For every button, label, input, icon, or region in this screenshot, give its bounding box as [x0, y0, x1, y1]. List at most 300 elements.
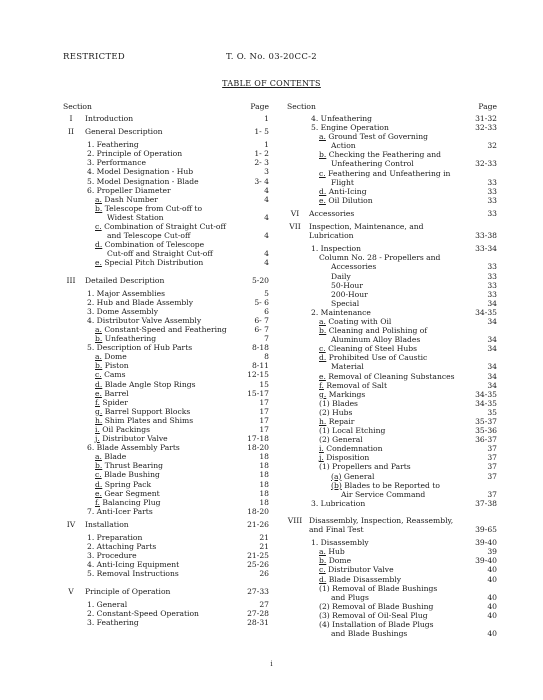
- entry-marker: 4.: [87, 167, 95, 177]
- entry-text: Cams: [104, 370, 126, 380]
- entry-text: Distributor Valve: [102, 434, 168, 444]
- entry-page: 4: [264, 231, 269, 241]
- entry-marker: 3.: [87, 158, 95, 168]
- entry-page: 37: [487, 444, 497, 454]
- entry-title: [287, 602, 461, 611]
- entry-text: Condemnation: [326, 444, 383, 454]
- entry-text: Distributor Valve Assembly: [96, 315, 202, 325]
- entry-title: [63, 380, 233, 389]
- toc-entry: [63, 307, 269, 316]
- entry-page: 18-20: [247, 443, 269, 453]
- entry-title: [63, 407, 233, 416]
- entry-marker: a.: [319, 316, 326, 326]
- column-header: [287, 102, 497, 114]
- entry-text: (3) Removal of Oil-Seal Plug: [319, 610, 428, 620]
- entry-page: 33: [487, 186, 497, 196]
- toc-entry: [63, 213, 269, 222]
- entry-page: 1: [264, 140, 269, 150]
- entry-title: [63, 587, 233, 596]
- entry-title: [287, 290, 461, 299]
- entry-title: [287, 565, 461, 574]
- entry-page: 21-25: [247, 551, 269, 561]
- toc-entry: [287, 399, 497, 408]
- entry-page: 18: [259, 488, 269, 498]
- entry-page: 18: [259, 479, 269, 489]
- toc-entry: [63, 127, 269, 136]
- entry-text: Material: [331, 362, 364, 372]
- entry-page: 33: [487, 177, 497, 187]
- entry-marker: h.: [95, 415, 103, 425]
- entry-marker: 3.: [87, 617, 95, 627]
- entry-title: [287, 253, 461, 262]
- entry-marker: 2.: [87, 608, 95, 618]
- entry-text: Air Service Command: [341, 489, 426, 499]
- entry-marker: a.: [95, 352, 102, 362]
- entry-marker: i.: [319, 444, 324, 454]
- entry-text: Barrel Support Blocks: [104, 406, 191, 416]
- toc-entry: [63, 416, 269, 425]
- entry-page: 17: [259, 397, 269, 407]
- entry-marker: c.: [95, 370, 102, 380]
- entry-title: [63, 389, 233, 398]
- entry-page: 36-37: [475, 435, 497, 445]
- entry-title: [63, 560, 233, 569]
- toc-entry: [287, 335, 497, 344]
- entry-title: [287, 169, 461, 178]
- entry-text: Dome: [104, 352, 127, 362]
- entry-title: [63, 600, 233, 609]
- entry-marker: 2.: [87, 297, 95, 307]
- toc-entry: [287, 196, 497, 205]
- entry-marker: 1.: [311, 244, 319, 254]
- entry-marker: a.: [319, 547, 326, 557]
- entry-page: 39: [487, 547, 497, 557]
- page-title: TABLE OF CONTENTS: [222, 79, 321, 88]
- entry-text: Oil Packings: [102, 425, 150, 434]
- entry-title: [287, 620, 461, 629]
- toc-column-left: [63, 102, 269, 627]
- toc-entry: [287, 593, 497, 602]
- entry-title: [287, 516, 461, 525]
- entry-page: 39-65: [475, 525, 497, 535]
- entry-title: [287, 308, 461, 317]
- entry-text: (1) Local Etching: [319, 426, 386, 436]
- entry-page: 34: [487, 316, 497, 326]
- entry-title: [63, 325, 233, 334]
- entry-title: [287, 629, 461, 638]
- toc-entries-right: [287, 114, 497, 638]
- entry-page: 32-33: [475, 123, 497, 133]
- entry-title: [63, 249, 233, 258]
- entry-title: [287, 499, 461, 508]
- entry-page: 4: [264, 258, 269, 268]
- toc-entry: [287, 538, 497, 547]
- entry-text: Ground Test of Governing: [328, 132, 428, 142]
- entry-page: 8-11: [251, 361, 269, 371]
- entry-text: Description of Hub Parts: [96, 343, 193, 353]
- entry-text: and Telescope Cut-off: [107, 231, 191, 241]
- toc-entry: [63, 609, 269, 618]
- entry-page: 35-36: [475, 426, 497, 436]
- entry-title: [287, 114, 461, 123]
- entry-marker: 5.: [87, 176, 95, 186]
- section-number: VII: [289, 222, 301, 232]
- entry-text: Anti-Icing: [328, 186, 367, 196]
- entry-text: Daily: [331, 271, 351, 281]
- entry-title: [63, 470, 233, 479]
- entry-marker: (b): [331, 480, 342, 490]
- entry-marker: 2.: [87, 542, 95, 552]
- toc-entry: [287, 620, 497, 629]
- section-number: I: [69, 114, 73, 123]
- toc-entry: [287, 372, 497, 381]
- toc-entry: [63, 434, 269, 443]
- toc-entry: [63, 334, 269, 343]
- entry-page: 3: [264, 167, 269, 177]
- entry-text: Prohibited Use of Caustic: [328, 353, 428, 363]
- entry-title: [287, 490, 461, 499]
- entry-marker: b.: [319, 326, 327, 336]
- entry-page: 8: [264, 352, 269, 362]
- toc-entry: [287, 547, 497, 556]
- entry-title: [63, 316, 233, 325]
- entry-text: Unfeathering: [104, 334, 157, 344]
- toc-entry: [63, 195, 269, 204]
- entry-title: [287, 141, 461, 150]
- entry-text: General Description: [85, 127, 163, 137]
- entry-marker: f.: [319, 380, 324, 390]
- toc-entry: [287, 462, 497, 471]
- entry-page: 18: [259, 497, 269, 507]
- entry-title: [63, 618, 233, 627]
- entry-marker: d.: [319, 353, 327, 363]
- entry-marker: 5.: [87, 343, 95, 353]
- toc-entry: [63, 425, 269, 434]
- entry-title: [63, 298, 233, 307]
- entry-page: 17-18: [247, 434, 269, 444]
- toc-entry: [287, 556, 497, 565]
- toc-entry: [63, 520, 269, 529]
- section-number: III: [66, 275, 76, 285]
- entry-marker: 3.: [311, 498, 319, 508]
- entry-text: Dash Number: [104, 194, 158, 204]
- entry-marker: e.: [95, 488, 102, 498]
- entry-title: [63, 361, 233, 370]
- entry-text: Maintenance: [320, 307, 371, 317]
- entry-page: 34-35: [475, 398, 497, 408]
- entry-text: Cut-off and Straight Cut-off: [107, 249, 213, 259]
- entry-title: [63, 186, 233, 195]
- entry-title: [63, 480, 233, 489]
- entry-text: Removal of Cleaning Substances: [328, 371, 455, 381]
- entry-title: [287, 381, 461, 390]
- toc-entry: [63, 186, 269, 195]
- entry-page: 40: [487, 565, 497, 575]
- entry-marker: 1.: [87, 533, 95, 543]
- entry-marker: b.: [95, 361, 103, 371]
- toc-entry: [287, 209, 497, 218]
- toc-entry: [287, 390, 497, 399]
- toc-entry: [287, 584, 497, 593]
- section-number: IV: [66, 519, 76, 529]
- entry-marker: b.: [95, 203, 103, 213]
- entry-page: 1: [264, 114, 269, 123]
- entry-page: 33: [487, 195, 497, 205]
- entry-text: Feathering and Unfeathering in: [328, 168, 451, 178]
- entry-title: [287, 390, 461, 399]
- entry-title: [63, 507, 233, 516]
- toc-entry: [287, 490, 497, 499]
- toc-entry: [287, 244, 497, 253]
- entry-title: [63, 533, 233, 542]
- entry-text: Introduction: [85, 114, 134, 123]
- entry-title: [287, 222, 461, 231]
- entry-title: [287, 426, 461, 435]
- entry-text: Balancing Plug: [102, 497, 161, 507]
- entry-text: Engine Operation: [320, 123, 389, 133]
- page-number: i: [270, 660, 273, 668]
- entry-text: Principle of Operation: [96, 149, 183, 159]
- toc-entry: [287, 417, 497, 426]
- entry-text: Oil Dilution: [328, 195, 373, 205]
- entry-title: [63, 240, 233, 249]
- toc-entry: [287, 435, 497, 444]
- entry-title: [63, 307, 233, 316]
- toc-entry: [287, 472, 497, 481]
- entry-title: [287, 593, 461, 602]
- entry-text: Disassembly, Inspection, Reassembly,: [309, 515, 454, 525]
- entry-title: [63, 569, 233, 578]
- entry-title: [63, 352, 233, 361]
- entry-marker: f.: [95, 397, 100, 407]
- entry-title: [63, 149, 233, 158]
- entry-title: [63, 140, 233, 149]
- toc-entry: [287, 499, 497, 508]
- entry-text: Lubrication: [320, 498, 366, 508]
- entry-title: [287, 372, 461, 381]
- entry-page: 37-38: [475, 498, 497, 508]
- spacer: [287, 508, 497, 516]
- entry-page: 40: [487, 629, 497, 639]
- section-number: VI: [290, 208, 300, 218]
- entry-page: 6: [264, 306, 269, 316]
- entry-page: 27: [259, 599, 269, 609]
- entry-marker: c.: [319, 344, 326, 354]
- entry-text: Inspection: [320, 244, 362, 254]
- entry-marker: 1.: [311, 538, 319, 548]
- spacer: [63, 579, 269, 587]
- entry-page: 1- 5: [254, 127, 269, 137]
- entry-text: 50-Hour: [331, 280, 363, 290]
- entry-page: 32: [487, 141, 497, 151]
- toc-entry: [63, 352, 269, 361]
- entry-text: Spring Pack: [104, 479, 152, 489]
- entry-text: General: [96, 599, 128, 609]
- toc-entry: [287, 231, 497, 240]
- entry-text: Blade: [104, 452, 127, 462]
- toc-entry: [63, 204, 269, 213]
- entry-page: 2- 3: [254, 158, 269, 168]
- page-column-label: Page: [478, 102, 497, 111]
- entry-marker: c.: [95, 470, 102, 480]
- entry-page: 21: [259, 542, 269, 552]
- entry-title: [63, 498, 233, 507]
- entry-text: (2) Removal of Blade Bushing: [319, 601, 434, 611]
- toc-entry: [63, 370, 269, 379]
- entry-text: Feathering: [96, 140, 139, 150]
- entry-text: Blade Assembly Parts: [96, 443, 180, 453]
- toc-entry: [63, 231, 269, 240]
- entry-title: [63, 434, 233, 443]
- entry-text: Combination of Telescope: [104, 240, 205, 250]
- entry-text: Dome Assembly: [96, 306, 158, 316]
- entry-text: Unfeathering Control: [331, 159, 414, 169]
- entry-marker: e.: [95, 258, 102, 268]
- entry-page: 4: [264, 212, 269, 222]
- toc-entry: [63, 158, 269, 167]
- entry-marker: 4.: [87, 315, 95, 325]
- entry-title: [287, 317, 461, 326]
- entry-title: [63, 158, 233, 167]
- toc-entry: [63, 560, 269, 569]
- entry-text: and Blade Bushings: [331, 629, 408, 639]
- toc-entry: [287, 272, 497, 281]
- entry-text: Feathering: [96, 617, 139, 627]
- toc-entry: [287, 326, 497, 335]
- entry-text: Unfeathering: [320, 114, 373, 123]
- entry-marker: d.: [95, 479, 103, 489]
- toc-entry: [63, 470, 269, 479]
- entry-marker: c.: [95, 222, 102, 232]
- toc-entry: [63, 498, 269, 507]
- entry-marker: j.: [95, 434, 100, 444]
- entry-text: Cleaning and Polishing of: [328, 326, 428, 336]
- entry-text: Removal Instructions: [96, 569, 179, 579]
- entry-page: 25-26: [247, 560, 269, 570]
- entry-marker: f.: [95, 497, 100, 507]
- entry-page: 34: [487, 362, 497, 372]
- entry-text: Thrust Bearing: [104, 461, 163, 471]
- entry-text: Accessories: [331, 262, 377, 272]
- toc-entry: [63, 258, 269, 267]
- entry-page: 34: [487, 344, 497, 354]
- entry-title: [63, 334, 233, 343]
- entry-title: [287, 209, 461, 218]
- entry-text: (4) Installation of Blade Plugs: [319, 619, 434, 629]
- toc-entry: [63, 240, 269, 249]
- toc-entry: [287, 353, 497, 362]
- toc-entry: [63, 249, 269, 258]
- entry-title: [63, 276, 233, 285]
- entry-page: 21: [259, 533, 269, 543]
- entry-title: [63, 231, 233, 240]
- toc-entry: [63, 452, 269, 461]
- toc-entry: [287, 114, 497, 123]
- entry-text: Coating with Oil: [328, 316, 392, 326]
- entry-title: [287, 244, 461, 253]
- entry-page: 6- 7: [254, 324, 269, 334]
- toc-entry: [287, 132, 497, 141]
- toc-entry: [63, 542, 269, 551]
- entry-marker: 2.: [87, 149, 95, 159]
- entry-title: [287, 281, 461, 290]
- toc-entry: [63, 569, 269, 578]
- column-header: [63, 102, 269, 114]
- toc-entry: [287, 381, 497, 390]
- toc-entry: [63, 149, 269, 158]
- toc-entry: [63, 325, 269, 334]
- entry-marker: h.: [319, 417, 327, 426]
- toc-entry: [287, 611, 497, 620]
- entry-marker: b.: [319, 150, 327, 160]
- toc-entry: [63, 618, 269, 627]
- toc-entry: [287, 525, 497, 534]
- entry-title: [63, 127, 233, 136]
- entry-text: Blade Angle Stop Rings: [104, 379, 196, 389]
- entry-title: [287, 525, 461, 534]
- entry-title: [63, 461, 233, 470]
- entry-text: General: [343, 471, 375, 481]
- entry-title: [287, 481, 461, 490]
- toc-entry: [63, 298, 269, 307]
- entry-marker: (a): [331, 471, 342, 481]
- entry-text: Telescope from Cut-off to: [104, 203, 203, 213]
- toc-entry: [63, 167, 269, 176]
- toc-entry: [287, 308, 497, 317]
- entry-title: [63, 204, 233, 213]
- entry-page: 4: [264, 185, 269, 195]
- entry-page: 33-38: [475, 231, 497, 241]
- entry-text: Performance: [96, 158, 146, 168]
- entry-title: [287, 326, 461, 335]
- entry-text: Checking the Feathering and: [328, 150, 442, 160]
- entry-title: [63, 258, 233, 267]
- entry-text: Cleaning of Steel Hubs: [328, 344, 417, 354]
- entry-title: [63, 370, 233, 379]
- entry-title: [63, 416, 233, 425]
- entry-title: [287, 472, 461, 481]
- entry-title: [287, 196, 461, 205]
- entry-marker: d.: [95, 240, 103, 250]
- entry-title: [63, 542, 233, 551]
- entry-marker: c.: [319, 168, 326, 178]
- entry-title: [63, 443, 233, 452]
- entry-text: Special: [331, 298, 360, 308]
- entry-text: (2) Hubs: [319, 407, 353, 417]
- entry-page: 4: [264, 249, 269, 259]
- section-column-label: Section: [63, 102, 92, 111]
- security-classification: RESTRICTED: [63, 52, 126, 62]
- entry-title: [287, 353, 461, 362]
- entry-text: Lubrication: [309, 231, 354, 241]
- toc-entry: [287, 222, 497, 231]
- entry-title: [63, 195, 233, 204]
- toc-entry: [287, 408, 497, 417]
- entry-title: [287, 453, 461, 462]
- entry-marker: 1.: [87, 288, 95, 298]
- entry-text: Procedure: [96, 551, 137, 561]
- entry-text: Model Designation - Blade: [96, 176, 199, 186]
- entry-text: Removal of Salt: [326, 380, 388, 390]
- entry-text: Installation: [85, 519, 129, 529]
- entry-title: [287, 123, 461, 132]
- toc-entry: [63, 407, 269, 416]
- entry-page: 17: [259, 425, 269, 434]
- toc-column-right: [287, 102, 497, 638]
- entry-text: Blade Bushing: [104, 470, 160, 480]
- toc-entry: [287, 253, 497, 262]
- entry-page: 28-31: [247, 617, 269, 627]
